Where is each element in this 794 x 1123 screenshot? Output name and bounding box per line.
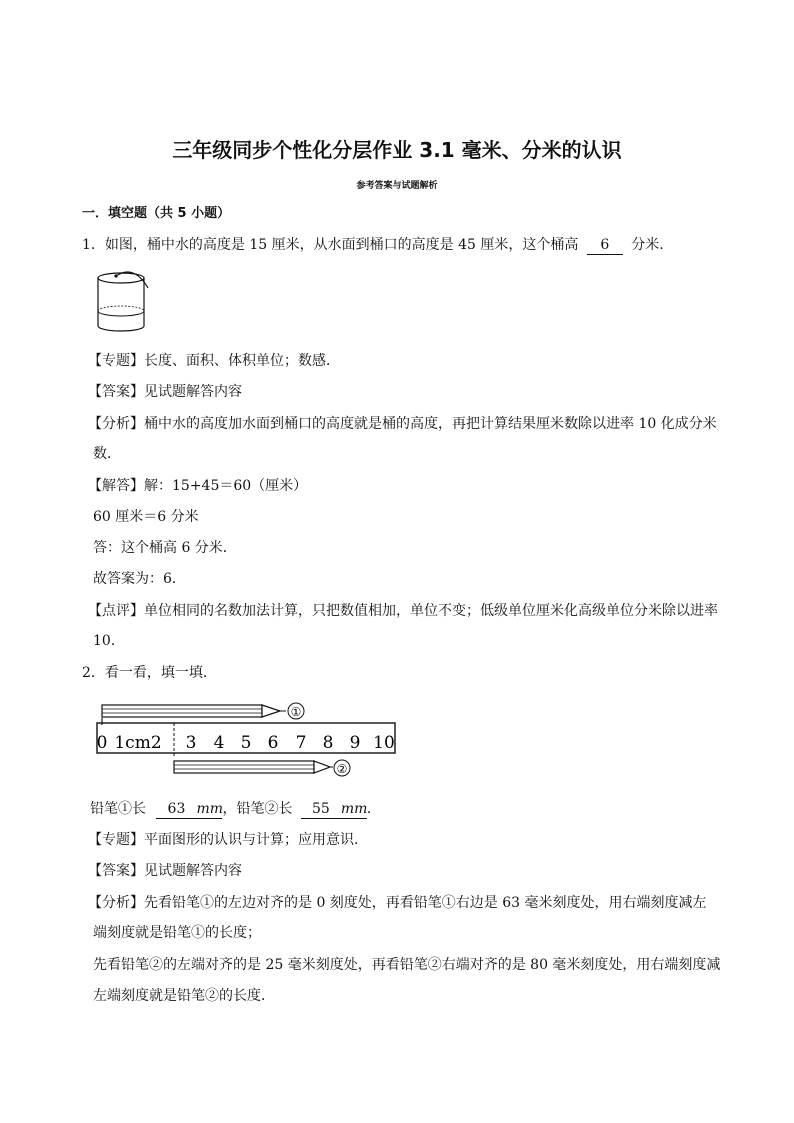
ruler-label-0: 0	[96, 733, 108, 753]
q1-jieda-line4: 故答案为：6．	[93, 571, 186, 587]
q2-ans-mid: ，铅笔②长	[222, 801, 293, 817]
ruler-label-1: 1cm2	[114, 733, 162, 753]
q2-fenxi-line1: 先看铅笔①的左边对齐的是 0 刻度处，再看铅笔①右边是 63 毫米刻度处，用右端刻度减左	[144, 895, 707, 911]
q1-answer-blank: 6	[587, 236, 623, 255]
q1-jieda	[88, 476, 307, 496]
q2-fenxi	[88, 893, 707, 913]
q2-answer1-blank: 63	[156, 800, 196, 819]
section-heading: 一．填空题（共 5 小题）	[82, 206, 231, 221]
q1-suffix: 分米．	[631, 237, 674, 253]
q1-jieda-tag: 【解答】	[88, 478, 144, 494]
q1-fenxi-line2: 数．	[93, 446, 121, 462]
q1-zhuanti-tag: 【专题】	[88, 353, 144, 369]
ruler-label-5: 5	[240, 733, 252, 753]
q1-zhuanti-text: 长度、面积、体积单位；数感．	[144, 353, 340, 369]
q2-answer-line	[90, 799, 381, 819]
q1-dianping-tag: 【点评】	[88, 603, 144, 619]
ruler-label-8: 8	[322, 733, 334, 753]
q2-text: 2．看一看，填一填．	[82, 665, 217, 681]
q1-daan-tag: 【答案】	[88, 384, 144, 400]
q2-unit2: mm	[340, 801, 368, 817]
page-subtitle: 参考答案与试题解析	[356, 181, 438, 191]
q2-ans-end: ．	[366, 801, 381, 817]
ruler-label-3: 3	[185, 733, 197, 753]
q2-fenxi-line2: 端刻度就是铅笔①的长度；	[93, 925, 261, 941]
ruler-label-6: 6	[267, 733, 279, 753]
page-title: 三年级同步个性化分层作业 3.1 毫米、分米的认识	[172, 138, 622, 162]
ruler-label-10: 10	[373, 733, 395, 753]
q2-zhuanti-text: 平面图形的认识与计算；应用意识．	[144, 832, 368, 848]
q1-jieda-line3: 答：这个桶高 6 分米．	[93, 540, 237, 556]
q1-daan-text: 见试题解答内容	[144, 384, 242, 400]
q2-daan-tag: 【答案】	[88, 863, 144, 879]
q2-fenxi-line4: 左端刻度就是铅笔②的长度．	[93, 988, 275, 1004]
q1-zhuanti	[88, 351, 340, 371]
q1-fenxi-line1: 桶中水的高度加水面到桶口的高度就是桶的高度，再把计算结果厘米数除以进率 10 化成分米	[144, 416, 717, 432]
q2-fenxi-tag: 【分析】	[88, 895, 144, 911]
q1-prefix: 1．如图，桶中水的高度是 15 厘米，从水面到桶口的高度是 45 厘米，这个桶高	[82, 237, 579, 253]
q2-zhuanti-tag: 【专题】	[88, 832, 144, 848]
q1-dianping	[88, 601, 718, 621]
q1-text	[82, 235, 673, 255]
q2-ans-prefix1: 铅笔①长	[90, 801, 146, 817]
q2-fenxi-line3: 先看铅笔②的左端对齐的是 25 毫米刻度处，再看铅笔②右端对齐的是 80 毫米刻度处，用右端刻度减	[93, 957, 721, 973]
q1-fenxi-tag: 【分析】	[88, 416, 144, 432]
q2-answer2-blank: 55	[301, 800, 341, 819]
q1-daan	[88, 382, 242, 402]
ruler-label-4: 4	[213, 733, 225, 753]
pencil-1	[102, 705, 286, 717]
q1-dianping-line2: 10．	[93, 633, 125, 649]
q1-dianping-line1: 单位相同的名数加法计算，只把数值相加，单位不变；低级单位厘米化高级单位分米除以进率	[144, 603, 718, 619]
ruler-label-9: 9	[349, 733, 361, 753]
pencil-1-marker: ①	[290, 705, 302, 719]
q1-fenxi	[88, 414, 717, 434]
q1-jieda-line2: 60 厘米＝6 分米	[93, 509, 199, 525]
pencil-2	[174, 761, 333, 773]
q2-daan	[88, 861, 242, 881]
q2-unit1: mm	[196, 801, 224, 817]
q1-jieda-line1: 解：15+45＝60（厘米）	[144, 478, 308, 494]
ruler-figure	[92, 695, 402, 785]
pencil-2-marker: ②	[336, 762, 348, 776]
bucket-figure	[92, 266, 152, 336]
ruler-label-7: 7	[295, 733, 307, 753]
q2-zhuanti	[88, 830, 368, 850]
q2-daan-text: 见试题解答内容	[144, 863, 242, 879]
